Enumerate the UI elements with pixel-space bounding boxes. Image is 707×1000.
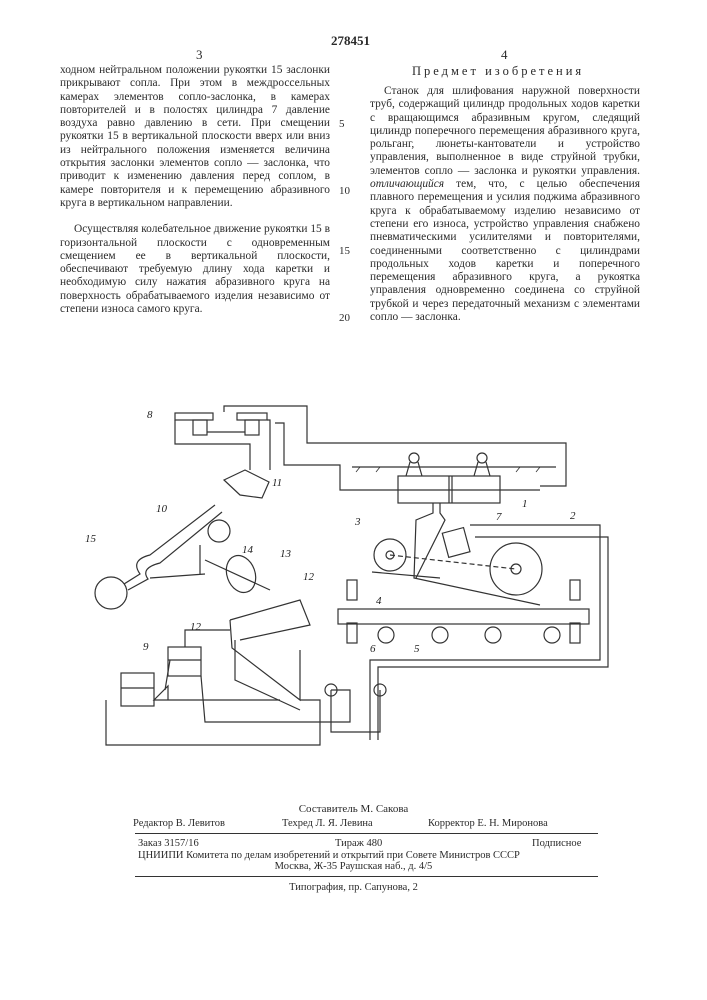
organization: ЦНИИПИ Комитета по делам изобретений и открытий при Совете Министров СССР xyxy=(138,850,520,862)
editor: Редактор В. Левитов xyxy=(133,818,225,830)
label-7: 7 xyxy=(496,511,502,523)
wheel-14 xyxy=(221,551,260,596)
page-number-right: 4 xyxy=(501,47,508,63)
compiler: Составитель М. Сакова xyxy=(0,803,707,815)
nozzle-flapper-11 xyxy=(224,470,269,498)
claim-text: Станок для шлифования наружной поверхности труб, содержащий цилиндр продольных ходов каретки с вращающимся абразивным кругом, следящий цилиндр поперечного перемещения абразивного круга, рольганг, люнеты-кантователи и устройство управления, выполненное в виде струйной трубки, элементов сопло — заслонка и рукоятки управления. xyxy=(370,85,640,177)
label-13: 13 xyxy=(280,548,292,560)
label-10: 10 xyxy=(156,503,168,515)
section-heading: Предмет изобретения xyxy=(412,64,584,79)
claim-text: тем, что, с целью обеспечения плавного перемещения и усилия поджима абразивного круга к обрабатываемому изделию независимо от степени его износа, устройство управления снабжено пневматическими усилителями и повторителями, соединенными соответственно с цилиндрами продольных ходов каретки и поперечного перемещения абразивного круга, а рукоятка управления одновременно соединена со струйной трубкой и через передаточный механизм с элементами сопло — заслонка. xyxy=(370,178,640,323)
label-11: 11 xyxy=(272,477,282,489)
corrector: Корректор Е. Н. Миронова xyxy=(428,818,548,830)
paragraph: ходном нейтральном положении рукоятки 15 заслонки прикрывают сопла. При этом в междроссельных камерах элементов сопло-заслонка, в камерах повторителей и в полостях цилиндра 7 давление воздуха равно давлению в сети. При смещении рукоятки 15 в вертикальной плоскости вверх или вниз из нейтрального положения изменяется величина открытия заслонки элементов сопло — заслонка, что приводит к изменению давления перед соплом, в камере повторителя и к перемещению абразивного круга в вертикальном направлении. xyxy=(60,64,330,210)
circulation: Тираж 480 xyxy=(335,838,382,850)
label-3: 3 xyxy=(354,516,361,528)
line-number: 5 xyxy=(339,118,345,130)
label-12a: 12 xyxy=(303,571,315,583)
amplifier-9 xyxy=(168,647,201,676)
line-number: 10 xyxy=(339,185,350,197)
techred: Техред Л. Я. Левина xyxy=(282,818,373,830)
line-number: 15 xyxy=(339,245,350,257)
label-15: 15 xyxy=(85,533,97,545)
subscription: Подписное xyxy=(532,838,581,850)
label-6: 6 xyxy=(370,643,376,655)
label-9: 9 xyxy=(143,641,149,653)
label-14: 14 xyxy=(242,544,254,556)
order: Заказ 3157/16 xyxy=(138,838,199,850)
label-4: 4 xyxy=(376,595,382,607)
address: Москва, Ж-35 Раушская наб., д. 4/5 xyxy=(0,861,707,873)
label-5: 5 xyxy=(414,643,420,655)
roller-beam-4 xyxy=(338,609,589,624)
divider xyxy=(135,833,598,834)
abrasive-wheel-2 xyxy=(490,543,542,595)
label-2: 2 xyxy=(570,510,576,522)
cylinder-7 xyxy=(442,528,470,558)
rollers-5 xyxy=(378,627,560,643)
paragraph: Осуществляя колебательное движение рукоятки 15 в горизонтальной плоскости с одновременным смещением ее в вертикальной плоскости, обеспечивают требуемую длину хода каретки и необходимую силу нажатия абразивного круга на поверхность обрабатываемого изделия независимо от степени износа самого круга. xyxy=(60,223,330,316)
line-number: 20 xyxy=(339,312,350,324)
claim-italic: отличающийся xyxy=(370,178,444,190)
printer: Типография, пр. Сапунова, 2 xyxy=(0,882,707,894)
handle-15 xyxy=(95,577,127,609)
label-1: 1 xyxy=(522,498,528,510)
page-number-left: 3 xyxy=(196,47,203,63)
label-12b: 12 xyxy=(190,621,202,633)
patent-number: 278451 xyxy=(331,33,370,49)
label-8: 8 xyxy=(147,409,153,421)
divider xyxy=(135,876,598,877)
amplifier-8 xyxy=(175,413,213,420)
